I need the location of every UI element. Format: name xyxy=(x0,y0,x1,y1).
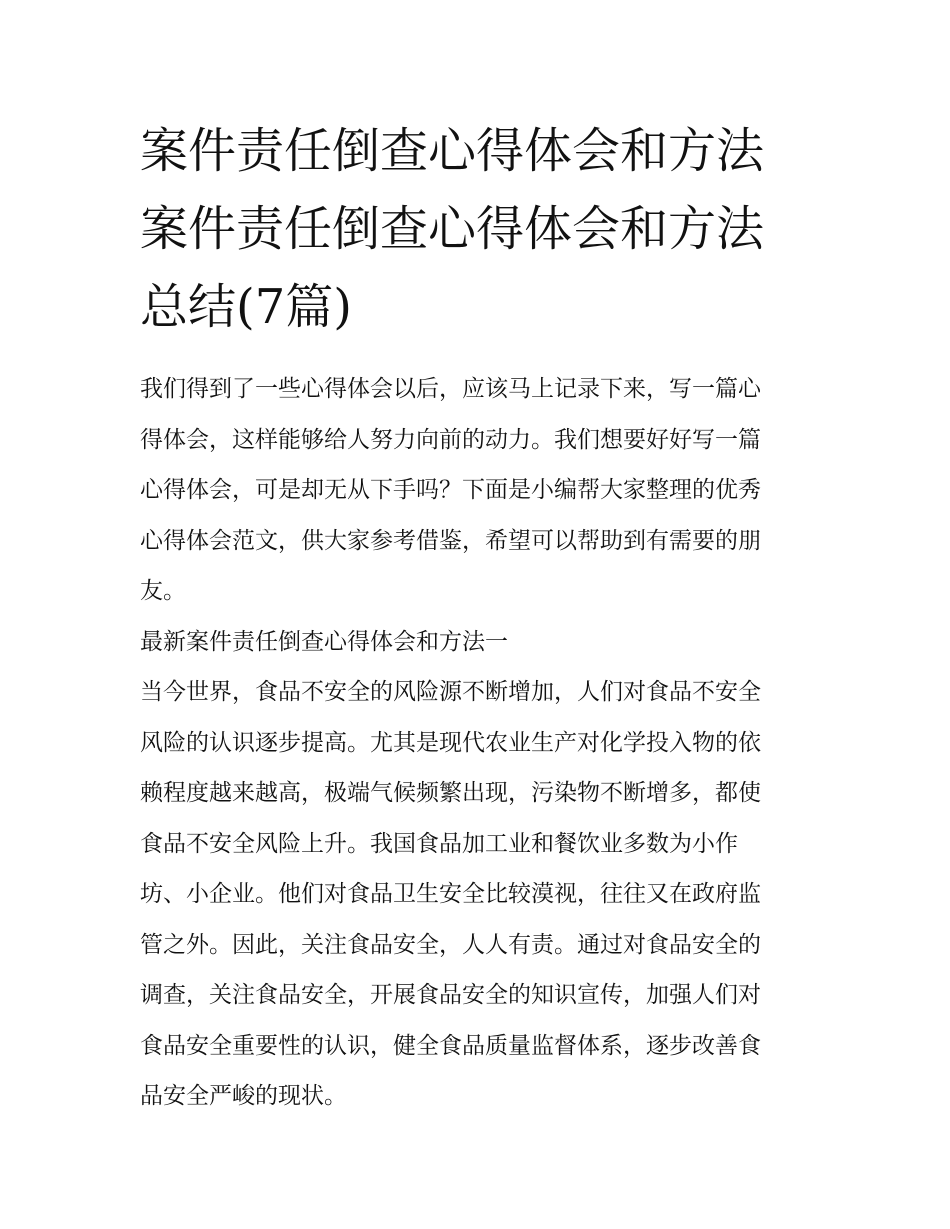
title-line: 总结(7篇) xyxy=(140,279,352,335)
text-line: 得体会，这样能够给人努力向前的动力。我们想要好好写一篇 xyxy=(140,426,761,453)
document-body xyxy=(140,364,812,1122)
text-line: 友。 xyxy=(140,578,186,604)
text-line: 赖程度越来越高，极端气候频繁出现，污染物不断增多，都使 xyxy=(140,780,761,806)
text-line: 风险的认识逐步提高。尤其是现代农业生产对化学投入物的依 xyxy=(140,729,761,756)
text-line: 我们得到了一些心得体会以后，应该马上记录下来，写一篇心 xyxy=(140,376,761,402)
document-title xyxy=(140,112,812,346)
text-line: 调查，关注食品安全，开展食品安全的知识宣传，加强人们对 xyxy=(140,982,761,1008)
text-line: 食品不安全风险上升。我国食品加工业和餐饮业多数为小作 xyxy=(140,830,738,857)
text-line: 坊、小企业。他们对食品卫生安全比较漠视，往往又在政府监 xyxy=(140,881,761,907)
text-line: 心得体会，可是却无从下手吗？下面是小编帮大家整理的优秀 xyxy=(140,477,761,503)
title-line: 案件责任倒查心得体会和方法 xyxy=(140,201,765,257)
section-heading xyxy=(140,617,812,668)
document-content xyxy=(140,112,812,1122)
text-line: 当今世界，食品不安全的风险源不断增加，人们对食品不安全 xyxy=(140,679,761,705)
text-line: 食品安全重要性的认识，健全食品质量监督体系，逐步改善食 xyxy=(140,1032,761,1059)
title-line: 案件责任倒查心得体会和方法 xyxy=(140,123,765,179)
text-line: 心得体会范文，供大家参考借鉴，希望可以帮助到有需要的朋 xyxy=(140,527,761,554)
section-heading-text: 最新案件责任倒查心得体会和方法一 xyxy=(140,628,508,655)
section-paragraph xyxy=(140,667,812,1122)
text-line: 品安全严峻的现状。 xyxy=(140,1083,347,1109)
intro-paragraph xyxy=(140,364,812,617)
text-line: 管之外。因此，关注食品安全，人人有责。通过对食品安全的 xyxy=(140,931,761,958)
